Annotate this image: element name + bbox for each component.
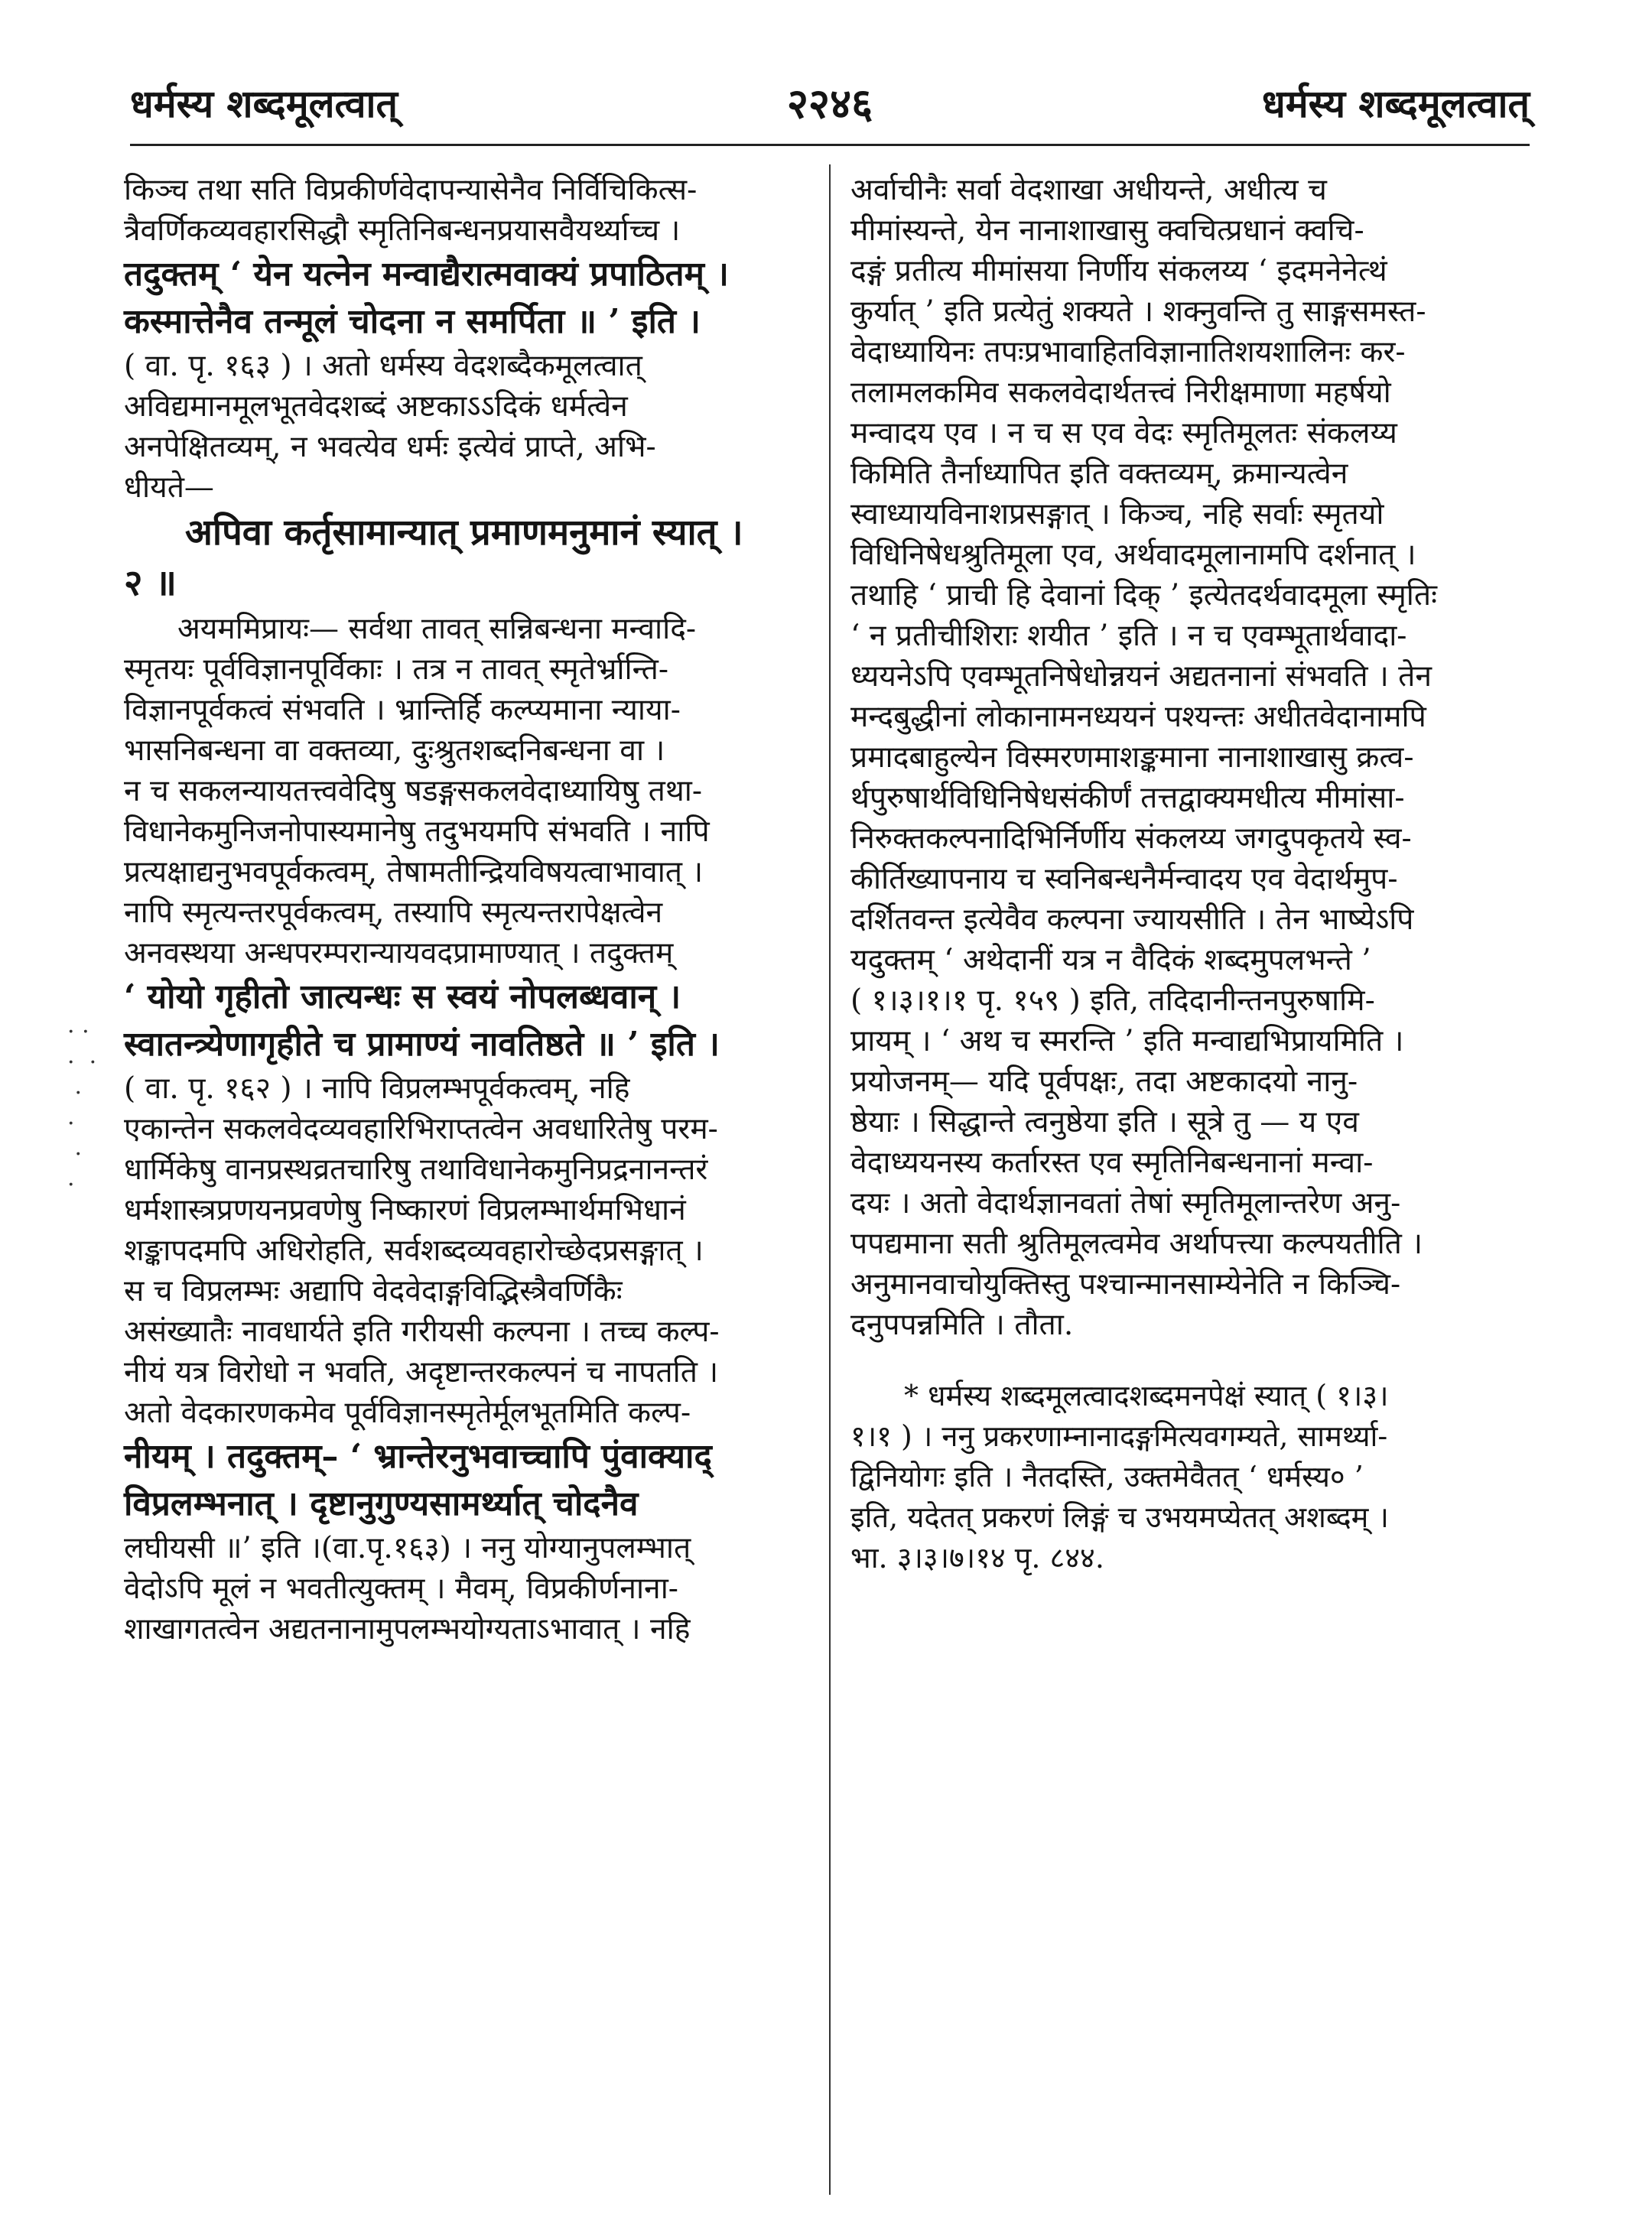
text-line: नापि स्मृत्यन्तरपूर्वकत्वम्, तस्यापि स्मृत्यन्तरापेक्षत्वेन bbox=[124, 895, 663, 930]
text-line: प्रमादबाहुल्येन विस्मरणमाशङ्कमाना नानाशाखासु क्रत्व- bbox=[850, 740, 1414, 775]
text-line: अनवस्थया अन्धपरम्परान्यायवदप्रामाण्यात् । तदुक्तम् bbox=[124, 936, 674, 970]
verse-line: विप्रलम्भनात् । दृष्टानुगुण्यसामर्थ्यात् चोदनैव bbox=[124, 1484, 639, 1523]
text-line: शाखागतत्वेन अद्यतनानामुपलम्भयोग्यताऽभावात् । नहि bbox=[124, 1612, 691, 1646]
text-line: अनपेक्षितव्यम्, न भवत्येव धर्मः इत्येवं प्राप्ते, अभि- bbox=[124, 430, 656, 464]
text-line: तलामलकमिव सकलवेदार्थतत्त्वं निरीक्षमाणा महर्षयो bbox=[850, 375, 1391, 410]
text-line: विधिनिषेधश्रुतिमूला एव, अर्थवादमूलानामपि दर्शनात् । bbox=[850, 538, 1416, 572]
header-rule bbox=[130, 144, 1530, 146]
footnote-spacer bbox=[850, 1345, 1524, 1376]
text-line: प्रत्यक्षाद्यनुभवपूर्वकत्वम्, तेषामतीन्द्रियविषयत्वाभावात् । bbox=[124, 855, 704, 889]
text-line: अयममिप्रायः— सर्वथा तावत् सन्निबन्धना मन्वादि- bbox=[177, 612, 697, 646]
text-line: दर्शितवन्त इत्येवैव कल्पना ज्यायसीति । तेन भाष्येऽपि bbox=[850, 902, 1414, 937]
text-line: धीयते— bbox=[124, 470, 214, 505]
text-line: ष्ठेयाः । सिद्धान्ते त्वनुष्ठेया इति । सूत्रे तु — य एव bbox=[850, 1105, 1359, 1139]
text-line: पपद्यमाना सती श्रुतिमूलत्वमेव अर्थापत्त्या कल्पयतीति । bbox=[850, 1227, 1423, 1261]
text-line: न च सकलन्यायतत्त्ववेदिषु षडङ्गसकलवेदाध्यायिषु तथा- bbox=[124, 774, 703, 808]
left-column bbox=[124, 170, 809, 1650]
right-column bbox=[850, 170, 1524, 1578]
footnote-line: भा. ३।३।७।१४ पृ. ८४४. bbox=[850, 1541, 1104, 1575]
text-line: मन्वादय एव । न च स एव वेदः स्मृतिमूलतः संकलय्य bbox=[850, 416, 1397, 450]
text-line: भासनिबन्धना वा वक्तव्या, दुःश्रुतशब्दनिबन्धना वा । bbox=[124, 733, 665, 768]
text-line: त्रैवर्णिकव्यवहारसिद्धौ स्मृतिनिबन्धनप्रयासवैयर्थ्याच्च । bbox=[124, 213, 681, 248]
text-line: अर्वाचीनैः सर्वा वेदशाखा अधीयन्ते, अधीत्य च bbox=[850, 173, 1327, 207]
sutra-number: २ ॥ bbox=[124, 562, 177, 604]
text-line: ध्ययनेऽपि एवम्भूतनिषेधोन्नयनं अद्यतनानां संभवति । तेन bbox=[850, 659, 1432, 694]
text-line: स्वाध्यायविनाशप्रसङ्गात् । किञ्च, नहि सर्वाः स्मृतयो bbox=[850, 497, 1384, 531]
footnote-line: * धर्मस्य शब्दमूलत्वादशब्दमनपेक्षं स्यात् ( १।३। bbox=[904, 1379, 1389, 1412]
text-line: धार्मिकेषु वानप्रस्थव्रतचारिषु तथाविधानेकमुनिप्रद्रनानन्तरं bbox=[124, 1152, 708, 1187]
text-line: मीमांस्यन्ते, येन नानाशाखासु क्वचित्प्रधानं क्वचि- bbox=[850, 213, 1364, 248]
text-line: ( १।३।१।१ पृ. १५९ ) इति, तदिदानीन्तनपुरुषामि- bbox=[850, 983, 1375, 1018]
verse-line: तदुक्तम् ‘ येन यत्नेन मन्वाद्यैरात्मवाक्यं प्रपाठितम् । bbox=[124, 255, 729, 294]
text-line: किमिति तैर्नाध्यापित इति वक्तव्यम्, क्रमान्यत्वेन bbox=[850, 457, 1348, 491]
footnote-line: द्विनियोगः इति । नैतदस्ति, उक्तमेवैतत् ‘ धर्मस्य० ’ bbox=[850, 1460, 1364, 1494]
text-line: ( वा. पृ. १६३ ) । अतो धर्मस्य वेदशब्दैकमूलत्वात् bbox=[124, 349, 642, 383]
text-line: स्मृतयः पूर्वविज्ञानपूर्विकाः । तत्र न तावत् स्मृतेर्भ्रान्ति- bbox=[124, 652, 669, 687]
text-line: र्थपुरुषार्थविधिनिषेधसंकीर्णं तत्तद्वाक्यमधीत्य मीमांसा- bbox=[850, 781, 1405, 815]
column-divider bbox=[829, 164, 831, 2195]
text-line: तथाहि ‘ प्राची हि देवानां दिक् ’ इत्येतदर्थवादमूला स्मृतिः bbox=[850, 578, 1438, 613]
text-line: ( वा. पृ. १६२ ) । नापि विप्रलम्भपूर्वकत्वम्, नहि bbox=[124, 1071, 630, 1106]
text-line: वेदोऽपि मूलं न भवतीत्युक्तम् । मैवम्, विप्रकीर्णनाना- bbox=[124, 1572, 678, 1606]
margin-marks: · · · · · · · · bbox=[67, 1019, 97, 1198]
verse-line: स्वातन्त्र्येणागृहीते च प्रामाण्यं नावतिष्ठते ॥ ’ इति । bbox=[124, 1025, 720, 1064]
text-line: वेदाध्यायिनः तपःप्रभावाहितविज्ञानातिशयशालिनः कर- bbox=[850, 335, 1406, 369]
page-header bbox=[130, 70, 1530, 139]
running-title-right: धर्मस्य शब्दमूलत्वात् bbox=[1261, 81, 1530, 126]
text-line: अनुमानवाचोयुक्तिस्तु पश्चान्मानसाम्येनेति न किञ्चि- bbox=[850, 1267, 1401, 1302]
text-line: दनुपपन्नमिति । तौता. bbox=[850, 1308, 1074, 1342]
text-line: किञ्च तथा सति विप्रकीर्णवेदापन्यासेनैव निर्विचिकित्स- bbox=[124, 173, 698, 207]
text-line: असंख्यातैः नावधार्यते इति गरीयसी कल्पना । तच्च कल्प- bbox=[124, 1315, 720, 1349]
running-title-left: धर्मस्य शब्दमूलत्वात् bbox=[130, 81, 398, 126]
text-line: शङ्कापदमपि अधिरोहति, सर्वशब्दव्यवहारोच्छेदप्रसङ्गात् । bbox=[124, 1234, 704, 1268]
text-line: निरुक्तकल्पनादिभिर्निर्णीय संकलय्य जगदुपकृतये स्व- bbox=[850, 821, 1412, 856]
footnote-line: १।१ ) । ननु प्रकरणाम्नानादङ्गमित्यवगम्यते, सामर्थ्या- bbox=[850, 1419, 1388, 1453]
text-line: प्रयोजनम्— यदि पूर्वपक्षः, तदा अष्टकादयो नानु- bbox=[850, 1064, 1358, 1099]
sutra-line: अपिवा कर्तृसामान्यात् प्रमाणमनुमानं स्यात् । bbox=[185, 512, 743, 554]
text-line: नीयं यत्र विरोधो न भवति, अदृष्टान्तरकल्पनं च नापतति । bbox=[124, 1355, 719, 1390]
text-line: विज्ञानपूर्वकत्वं संभवति । भ्रान्तिर्हि कल्प्यमाना न्याया- bbox=[124, 693, 681, 727]
page-number: २२४६ bbox=[786, 79, 873, 128]
text-line: कुर्यात् ’ इति प्रत्येतुं शक्यते । शक्नुवन्ति तु साङ्गसमस्त- bbox=[850, 294, 1426, 329]
text-line: लघीयसी ॥’ इति ।(वा.पृ.१६३) । ननु योग्यानुपलम्भात् bbox=[124, 1531, 691, 1565]
text-line: स च विप्रलम्भः अद्यापि वेदवेदाङ्गविद्भिस्त्रैवर्णिकैः bbox=[124, 1274, 623, 1308]
verse-line: ‘ योयो गृहीतो जात्यन्धः स स्वयं नोपलब्धवान् । bbox=[124, 977, 681, 1016]
text-line: अतो वेदकारणकमेव पूर्वविज्ञानस्मृतेर्मूलभूतमिति कल्प- bbox=[124, 1396, 691, 1430]
text-line: प्रायम् । ‘ अथ च स्मरन्ति ’ इति मन्वाद्यभिप्रायमिति । bbox=[850, 1024, 1404, 1058]
text-line: दङ्गं प्रतीत्य मीमांसया निर्णीय संकलय्य ‘ इदमनेनेत्थं bbox=[850, 254, 1387, 288]
text-line: एकान्तेन सकलवेदव्यवहारिभिराप्तत्वेन अवधारितेषु परम- bbox=[124, 1112, 718, 1146]
footnote-line: इति, यदेतत् प्रकरणं लिङ्गं च उभयमप्येतत् अशब्दम् । bbox=[850, 1500, 1389, 1534]
text-line: ‘ न प्रतीचीशिराः शयीत ’ इति । न च एवम्भूतार्थवादा- bbox=[850, 619, 1407, 653]
text-line: दयः । अतो वेदार्थज्ञानवतां तेषां स्मृतिमूलान्तरेण अनु- bbox=[850, 1186, 1401, 1221]
text-line: वेदाध्ययनस्य कर्तारस्त एव स्मृतिनिबन्धनानां मन्वा- bbox=[850, 1146, 1374, 1180]
text-line: अविद्यमानमूलभूतवेदशब्दं अष्टकाऽऽदिकं धर्मत्वेन bbox=[124, 389, 628, 424]
text-line: कीर्तिख्यापनाय च स्वनिबन्धनैर्मन्वादय एव वेदार्थमुप- bbox=[850, 862, 1398, 896]
text-line: धर्मशास्त्रप्रणयनप्रवणेषु निष्कारणं विप्रलम्भार्थमभिधानं bbox=[124, 1193, 686, 1227]
text-line: यदुक्तम् ‘ अथेदानीं यत्र न वैदिकं शब्दमुपलभन्ते ’ bbox=[850, 943, 1371, 977]
text-line: मन्दबुद्धीनां लोकानामनध्ययनं पश्यन्तः अधीतवेदानामपि bbox=[850, 700, 1426, 734]
verse-line: नीयम् । तदुक्तम्– ‘ भ्रान्तेरनुभवाच्चापि पुंवाक्याद् bbox=[124, 1437, 712, 1476]
verse-line: कस्मात्तेनैव तन्मूलं चोदना न समर्पिता ॥ ’ इति । bbox=[124, 302, 701, 341]
text-line: विधानेकमुनिजनोपास्यमानेषु तदुभयमपि संभवति । नापि bbox=[124, 814, 710, 849]
